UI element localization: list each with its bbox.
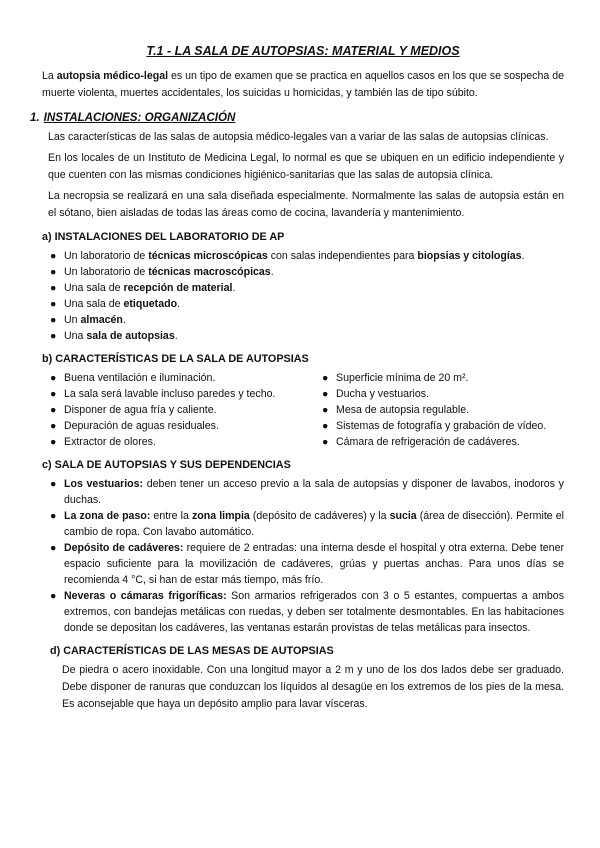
intro-text-1: La [42, 70, 57, 82]
list-item: ● Superficie mínima de 20 m². [322, 372, 469, 384]
bullet-icon: ● [50, 298, 57, 310]
list-item: ● Cámara de refrigeración de cadáveres. [322, 436, 520, 448]
bullet-icon: ● [322, 404, 329, 416]
bullet-icon: ● [50, 282, 57, 294]
bullet-icon: ● [50, 250, 57, 262]
bullet-icon: ● [50, 388, 57, 400]
section-1-heading [30, 110, 564, 126]
bullet-icon: ● [50, 330, 57, 342]
list-item: ● Una sala de autopsias. [50, 330, 178, 342]
bullet-icon: ● [50, 372, 57, 384]
section-1-title: INSTALACIONES: ORGANIZACIÓN [43, 111, 236, 124]
bullet-icon: ● [322, 420, 329, 432]
list-item: ● Buena ventilación e iluminación. [50, 372, 216, 384]
list-item: ● Un laboratorio de técnicas macroscópicas. [50, 266, 274, 278]
bullet-icon: ● [50, 478, 57, 490]
bullet-icon: ● [50, 404, 57, 416]
bullet-icon: ● [50, 266, 57, 278]
list-item: ● Neveras o cámaras frigoríficas: Son armarios refrigerados con 3 o 5 estantes, compuertas a ambos extremos, con bandejas metálicas con ruedas, y deben ser totalmente desmontables. En las habitaciones donde se depositan los cadáveres, las ventanas estarán provistas de telas metálicas para insectos. [50, 590, 564, 634]
section-a-list [42, 248, 564, 344]
bullet-icon: ● [50, 436, 57, 448]
section-a-heading: a) INSTALACIONES DEL LABORATORIO DE AP [42, 231, 285, 243]
list-item: ● La sala será lavable incluso paredes y techo. [50, 388, 276, 400]
bullet-icon: ● [50, 590, 57, 602]
intro-bold-term: autopsia médico-legal [56, 70, 169, 82]
section-1-para-2: En los locales de un Instituto de Medicina Legal, lo normal es que se ubiquen en un edificio independiente y que cuenten con las mismas condiciones higiénico-sanitarias que las salas de autopsia clínica. [48, 152, 564, 181]
list-item: ● Depósito de cadáveres: requiere de 2 entradas: una interna desde el hospital y otra externa. Debe tener espacio suficiente para la movilización de cadáveres, grúas y puertas anchas. Para unos días se recomienda 4 °C, si han de estar más tiempo, más frío. [50, 542, 564, 586]
list-item: ● Sistemas de fotografía y grabación de vídeo. [322, 420, 547, 432]
section-c-list [42, 476, 564, 636]
section-b-right-list [314, 370, 564, 450]
list-item: ● Una sala de recepción de material. [50, 282, 236, 294]
bullet-icon: ● [322, 372, 329, 384]
bullet-icon: ● [50, 420, 57, 432]
bullet-icon: ● [50, 542, 57, 554]
page-title: T.1 - LA SALA DE AUTOPSIAS: MATERIAL Y MEDIOS [146, 44, 460, 58]
list-item: ● Los vestuarios: deben tener un acceso previo a la sala de autopsias y disponer de lavabos, inodoros y duchas. [50, 478, 564, 506]
list-item: ● Disponer de agua fría y caliente. [50, 404, 217, 416]
list-item: ● Un laboratorio de técnicas microscópicas con salas independientes para biopsias y citologías. [50, 250, 525, 262]
section-1-para-1: Las características de las salas de autopsia médico-legales van a variar de las salas de autopsias clínicas. [48, 131, 549, 143]
section-c-heading: c) SALA DE AUTOPSIAS Y SUS DEPENDENCIAS [42, 459, 291, 471]
list-item: ● Depuración de aguas residuales. [50, 420, 219, 432]
intro-paragraph [42, 68, 564, 102]
list-item: ● Un almacén. [50, 314, 126, 326]
section-1-number: 1. [30, 111, 40, 124]
intro-text-2: es un tipo de examen que se practica en aquellos casos en los que se sospecha de muerte violenta, muertes accidentales, los suicidas u homicidas, y también las de tipo súbito. [42, 70, 565, 99]
list-item: ● Una sala de etiquetado. [50, 298, 180, 310]
section-1-para-3: La necropsia se realizará en una sala diseñada especialmente. Normalmente las salas de autopsia están en el sótano, bien aisladas de todas las áreas como de cocina, lavandería y mantenimiento. [48, 190, 564, 219]
section-b-columns [42, 370, 564, 450]
bullet-icon: ● [322, 436, 329, 448]
list-item: ● Extractor de olores. [50, 436, 156, 448]
section-b-left-list [42, 370, 314, 450]
section-d-heading: d) CARACTERÍSTICAS DE LAS MESAS DE AUTOPSIAS [50, 645, 334, 657]
list-item: ● La zona de paso: entre la zona limpia (depósito de cadáveres) y la sucia (área de disección). Permite el cambio de ropa. Con lavabo automático. [50, 510, 564, 538]
bullet-icon: ● [50, 510, 57, 522]
section-d-paragraph: De piedra o acero inoxidable. Con una longitud mayor a 2 m y uno de los dos lados debe ser graduado. Debe disponer de ranuras que conduzcan los líquidos al desagüe en los extremos de los pies de la mesa. Es aconsejable que haya un depósito amplio para lavar vísceras. [62, 664, 564, 710]
section-b-heading: b) CARACTERÍSTICAS DE LA SALA DE AUTOPSIAS [42, 353, 309, 365]
list-item: ● Ducha y vestuarios. [322, 388, 430, 400]
list-item: ● Mesa de autopsia regulable. [322, 404, 470, 416]
bullet-icon: ● [322, 388, 329, 400]
bullet-icon: ● [50, 314, 57, 326]
